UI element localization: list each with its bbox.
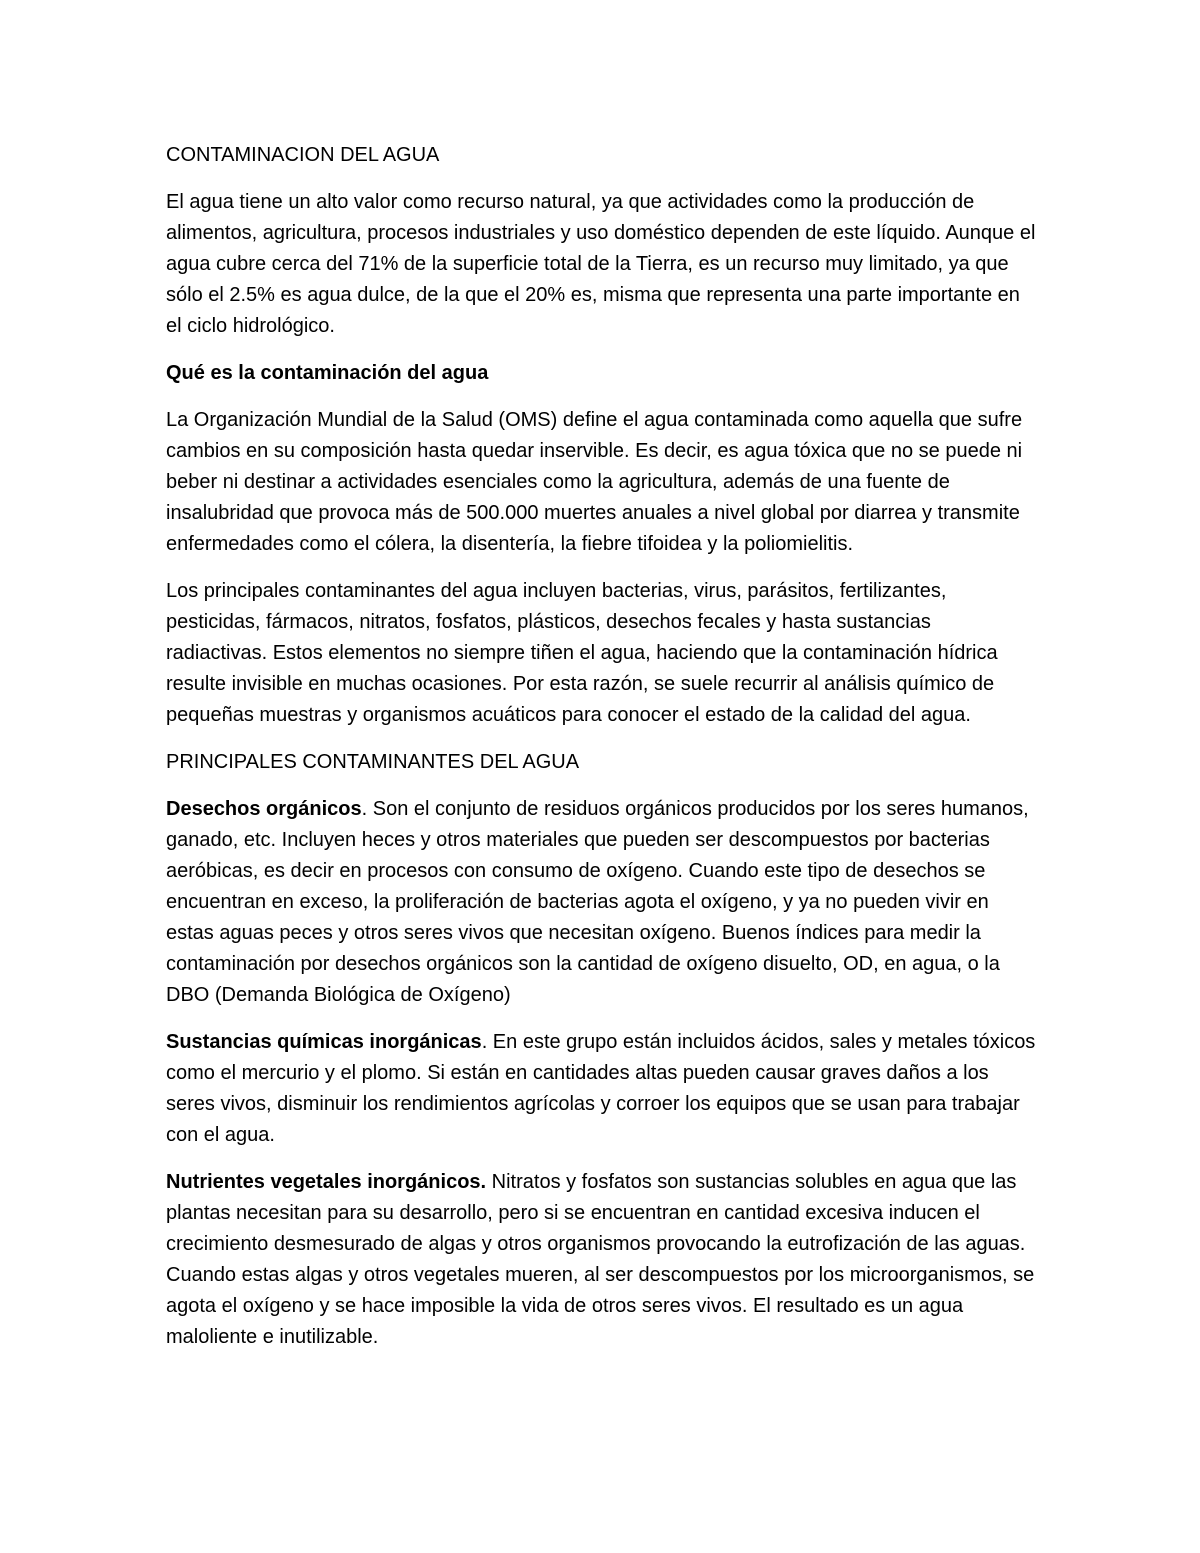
document-title: CONTAMINACION DEL AGUA xyxy=(166,144,440,166)
definition-paragraph: La Organización Mundial de la Salud (OMS) define el agua contaminada como aquella que sufre cambios en su composición hasta quedar inservible. Es decir, es agua tóxica que no se puede ni beber ni destinar a actividades esenciales como la agricultura, además de una fuente de insalubridad que provoca más de 500.000 muertes anuales a nivel global por diarrea y transmite enfermedades como el cólera, la disentería, la fiebre tifoidea y la poliomielitis. xyxy=(166,409,1023,555)
contaminant-text-inorganic-chemicals: . En este grupo están incluidos ácidos, sales y metales tóxicos como el mercurio y el plomo. Si están en cantidades altas pueden causar graves daños a los seres vivos, disminuir los rendimientos agrícolas y corroer los equipos que se usan para trabajar con el agua. xyxy=(166,1031,1036,1146)
contaminant-lead-organic: Desechos orgánicos xyxy=(166,798,362,820)
contaminants-paragraph: Los principales contaminantes del agua incluyen bacterias, virus, parásitos, fertilizantes, pesticidas, fármacos, nitratos, fosfatos, plásticos, desechos fecales y hasta sustancias radiactivas. Estos elementos no siempre tiñen el agua, haciendo que la contaminación hídrica resulte invisible en muchas ocasiones. Por esta razón, se suele recurrir al análisis químico de pequeñas muestras y organismos acuáticos para conocer el estado de la calidad del agua. xyxy=(166,580,998,726)
contaminant-text-organic: . Son el conjunto de residuos orgánicos producidos por los seres humanos, ganado, etc. Incluyen heces y otros materiales que pueden ser descompuestos por bacterias aeróbicas, es decir en procesos con consumo de oxígeno. Cuando este tipo de desechos se encuentran en exceso, la proliferación de bacterias agota el oxígeno, y ya no pueden vivir en estas aguas peces y otros seres vivos que necesitan oxígeno. Buenos índices para medir la contaminación por desechos orgánicos son la cantidad de oxígeno disuelto, OD, en agua, o la DBO (Demanda Biológica de Oxígeno) xyxy=(166,798,1029,1006)
contaminant-lead-nutrients: Nutrientes vegetales inorgánicos. xyxy=(166,1171,487,1193)
contaminant-item-organic xyxy=(166,794,1036,1011)
contaminant-lead-inorganic-chemicals: Sustancias químicas inorgánicas xyxy=(166,1031,482,1053)
section-heading-contaminants: PRINCIPALES CONTAMINANTES DEL AGUA xyxy=(166,751,580,773)
document-body xyxy=(166,140,1036,1369)
contaminant-item-inorganic-chemicals xyxy=(166,1027,1036,1151)
contaminant-item-nutrients xyxy=(166,1167,1036,1353)
section-heading-definition: Qué es la contaminación del agua xyxy=(166,362,489,384)
contaminant-text-nutrients: Nitratos y fosfatos son sustancias solubles en agua que las plantas necesitan para su desarrollo, pero si se encuentran en cantidad excesiva inducen el crecimiento desmesurado de algas y otros organismos provocando la eutrofización de las aguas. Cuando estas algas y otros vegetales mueren, al ser descompuestos por los microorganismos, se agota el oxígeno y se hace imposible la vida de otros seres vivos. El resultado es un agua maloliente e inutilizable. xyxy=(166,1171,1035,1348)
intro-paragraph: El agua tiene un alto valor como recurso natural, ya que actividades como la producción de alimentos, agricultura, procesos industriales y uso doméstico dependen de este líquido. Aunque el agua cubre cerca del 71% de la superficie total de la Tierra, es un recurso muy limitado, ya que sólo el 2.5% es agua dulce, de la que el 20% es, misma que representa una parte importante en el ciclo hidrológico. xyxy=(166,191,1036,337)
